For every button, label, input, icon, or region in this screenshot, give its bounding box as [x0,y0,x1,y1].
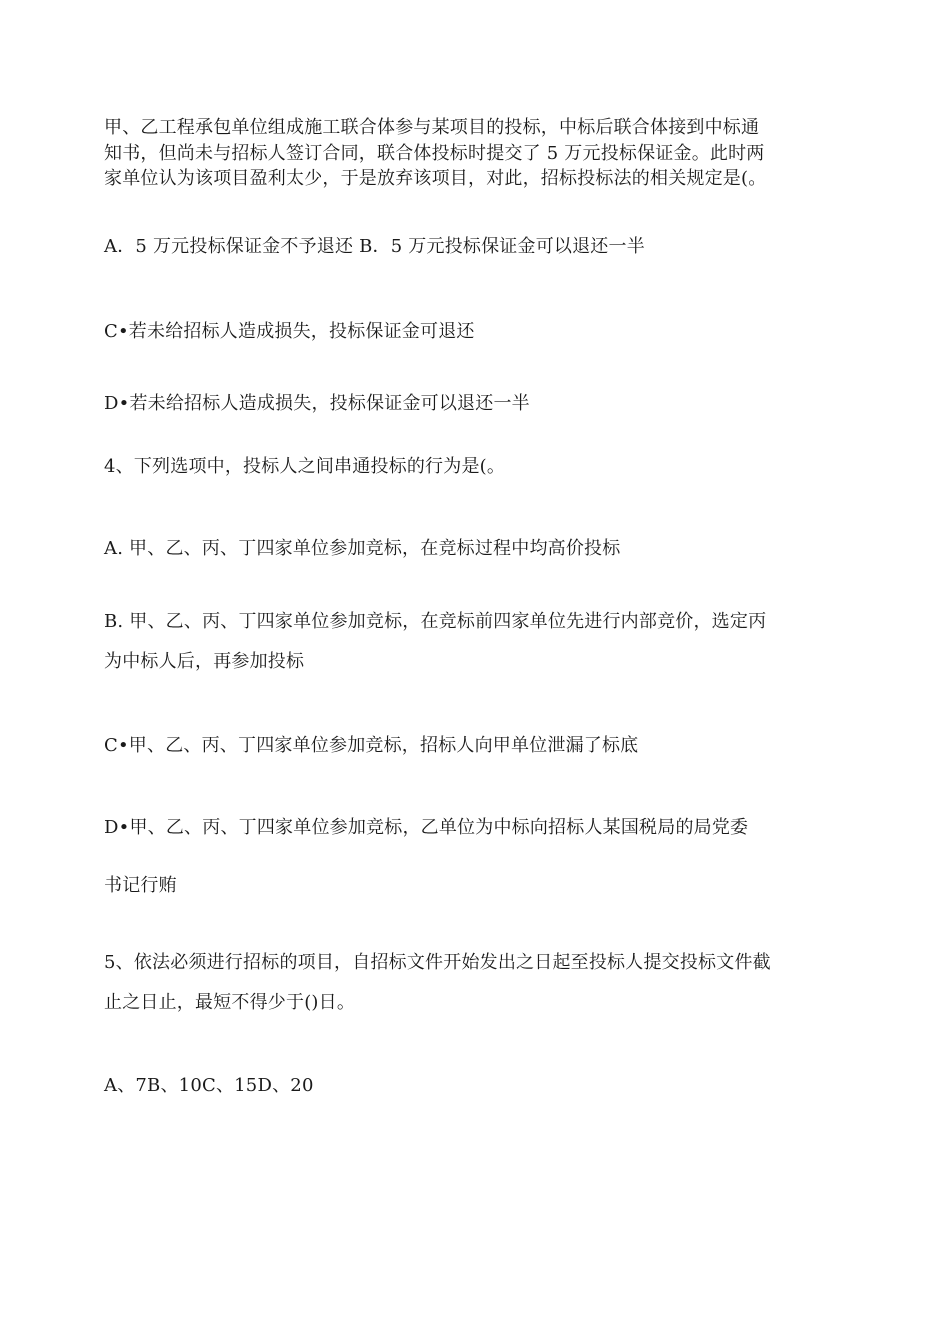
question3-stem-line-3: 家单位认为该项目盈利太少，于是放弃该项目，对此，招标投标法的相关规定是(。 [104,168,767,189]
question5-stem-line-1: 5、依法必须进行招标的项目，自招标文件开始发出之日起至投标人提交投标文件截 [104,952,771,973]
question4-option-b-line-1: B. 甲、乙、丙、丁四家单位参加竞标，在竞标前四家单位先进行内部竞价，选定丙 [104,611,767,632]
question3-options-ab: A．5 万元投标保证金不予退还 B．5 万元投标保证金可以退还一半 [104,236,645,257]
question3-stem-line-2: 知书，但尚未与招标人签订合同，联合体投标时提交了 5 万元投标保证金。此时两 [104,143,765,164]
question4-option-c: C•甲、乙、丙、丁四家单位参加竞标，招标人向甲单位泄漏了标底 [104,735,639,756]
question3-stem-line-1: 甲、乙工程承包单位组成施工联合体参与某项目的投标，中标后联合体接到中标通 [104,117,760,138]
question5-options: A、7B、10C、15D、20 [104,1075,314,1096]
question4-option-d-line-2: 书记行贿 [104,875,177,896]
question5-stem-line-2: 止之日止，最短不得少于()日。 [104,992,356,1013]
question4-option-d-line-1: D•甲、乙、丙、丁四家单位参加竞标，乙单位为中标向招标人某国税局的局党委 [104,817,749,838]
question3-option-c: C•若未给招标人造成损失，投标保证金可退还 [104,321,475,342]
question4-option-b-line-2: 为中标人后，再参加投标 [104,651,305,672]
question4-stem: 4、下列选项中，投标人之间串通投标的行为是(。 [104,456,506,477]
question4-option-a: A. 甲、乙、丙、丁四家单位参加竞标，在竞标过程中均高价投标 [104,538,621,559]
question3-option-d: D•若未给招标人造成损失，投标保证金可以退还一半 [104,393,530,414]
